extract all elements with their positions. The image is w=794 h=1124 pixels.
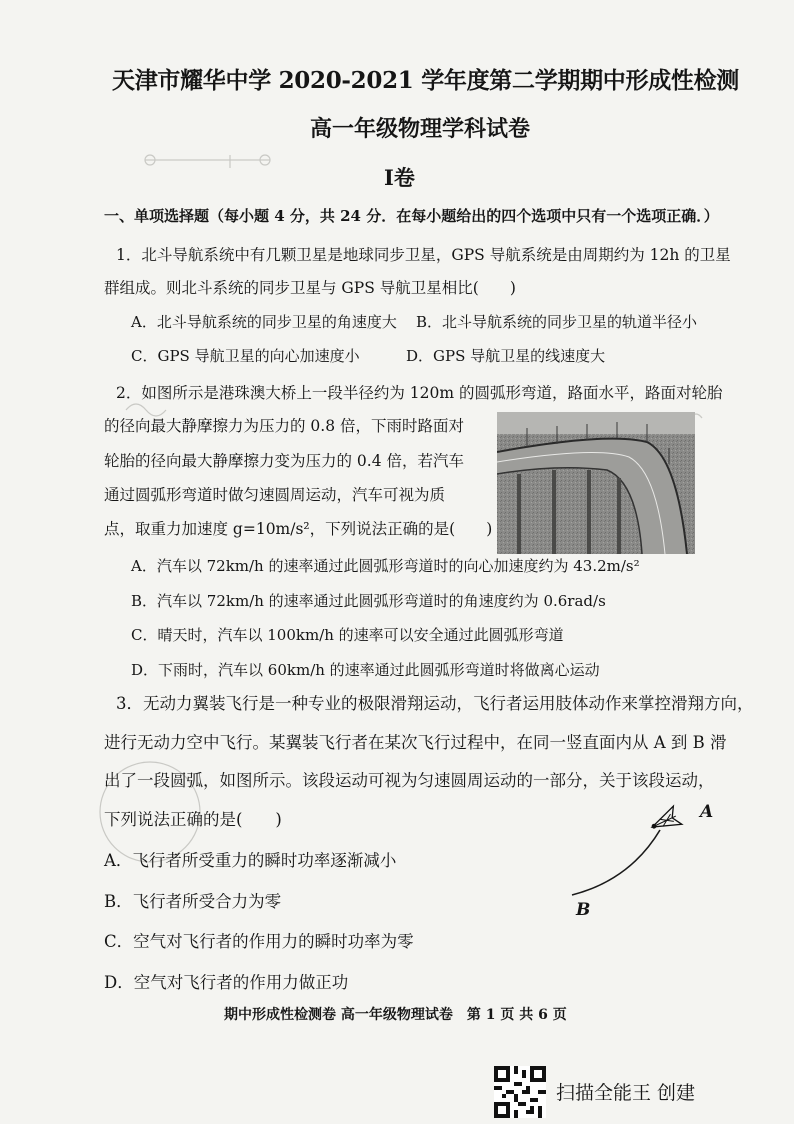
q1-line2: 群组成。则北斗系统的同步卫星与 GPS 导航卫星相比( ) [104, 279, 516, 297]
q2-option-a: A．汽车以 72km/h 的速率通过此圆弧形弯道时的向心加速度约为 43.2m/s² [131, 557, 640, 575]
q1-option-b: B．北斗导航系统的同步卫星的轨道半径小 [416, 313, 698, 331]
point-a-label: A [700, 802, 714, 822]
wingsuit-flyer-icon [648, 806, 682, 836]
exam-title: 天津市耀华中学 2020-2021 学年度第二学期期中形成性检测 [112, 67, 739, 94]
q2-line1: 2．如图所示是港珠澳大桥上一段半径约为 120m 的圆弧形弯道，路面水平，路面对轮胎 [116, 384, 723, 402]
q3-option-c: C．空气对飞行者的作用力的瞬时功率为零 [104, 932, 414, 951]
q2-line5: 点，取重力加速度 g=10m/s²，下列说法正确的是( ) [104, 520, 493, 538]
scanner-watermark-text: 扫描全能王 创建 [556, 1082, 696, 1104]
volume-label: Ⅰ卷 [384, 165, 415, 190]
q2-option-b: B．汽车以 72km/h 的速率通过此圆弧形弯道时的角速度约为 0.6rad/s [131, 592, 606, 610]
q2-line4: 通过圆弧形弯道时做匀速圆周运动，汽车可视为质 [104, 486, 446, 504]
section-heading: 一、单项选择题（每小题 4 分，共 24 分．在每小题给出的四个选项中只有一个选项正确．） [104, 207, 719, 225]
bridge-curve-photo [497, 412, 695, 554]
q2-option-d: D．下雨时，汽车以 60km/h 的速率通过此圆弧形弯道时将做离心运动 [131, 661, 600, 679]
q2-line2: 的径向最大静摩擦力为压力的 0.8 倍，下雨时路面对 [104, 417, 465, 435]
qr-code-icon [494, 1066, 546, 1118]
point-b-label: B [576, 900, 591, 920]
arc-path [572, 830, 660, 895]
q1-option-a: A．北斗导航系统的同步卫星的角速度大 [131, 313, 397, 331]
q1-line1: 1．北斗导航系统中有几颗卫星是地球同步卫星，GPS 导航系统是由周期约为 12h 的卫星 [116, 246, 731, 264]
q3-line3: 出了一段圆弧，如图所示。该段运动可视为匀速圆周运动的一部分，关于该段运动， [104, 771, 715, 790]
q3-line1: 3．无动力翼装飞行是一种专业的极限滑翔运动，飞行者运用肢体动作来掌控滑翔方向， [116, 694, 754, 713]
q3-option-b: B．飞行者所受合力为零 [104, 892, 282, 911]
q3-line2: 进行无动力空中飞行。某翼装飞行者在某次飞行过程中，在同一竖直面内从 A 到 B 滑 [104, 733, 727, 752]
page-footer: 期中形成性检测卷 高一年级物理试卷 第 1 页 共 6 页 [224, 1007, 567, 1023]
q1-option-c: C．GPS 导航卫星的向心加速度小 [131, 347, 360, 365]
q2-option-c: C．晴天时，汽车以 100km/h 的速率可以安全通过此圆弧形弯道 [131, 626, 564, 644]
q3-option-d: D．空气对飞行者的作用力做正功 [104, 973, 349, 992]
q1-option-d: D．GPS 导航卫星的线速度大 [406, 347, 606, 365]
bridge-photo-illustration [497, 412, 695, 554]
q2-line3: 轮胎的径向最大静摩擦力变为压力的 0.4 倍，若汽车 [104, 452, 465, 470]
q3-option-a: A．飞行者所受重力的瞬时功率逐渐减小 [104, 851, 397, 870]
q3-line4: 下列说法正确的是( ) [104, 810, 282, 829]
exam-subtitle: 高一年级物理学科试卷 [310, 116, 531, 142]
